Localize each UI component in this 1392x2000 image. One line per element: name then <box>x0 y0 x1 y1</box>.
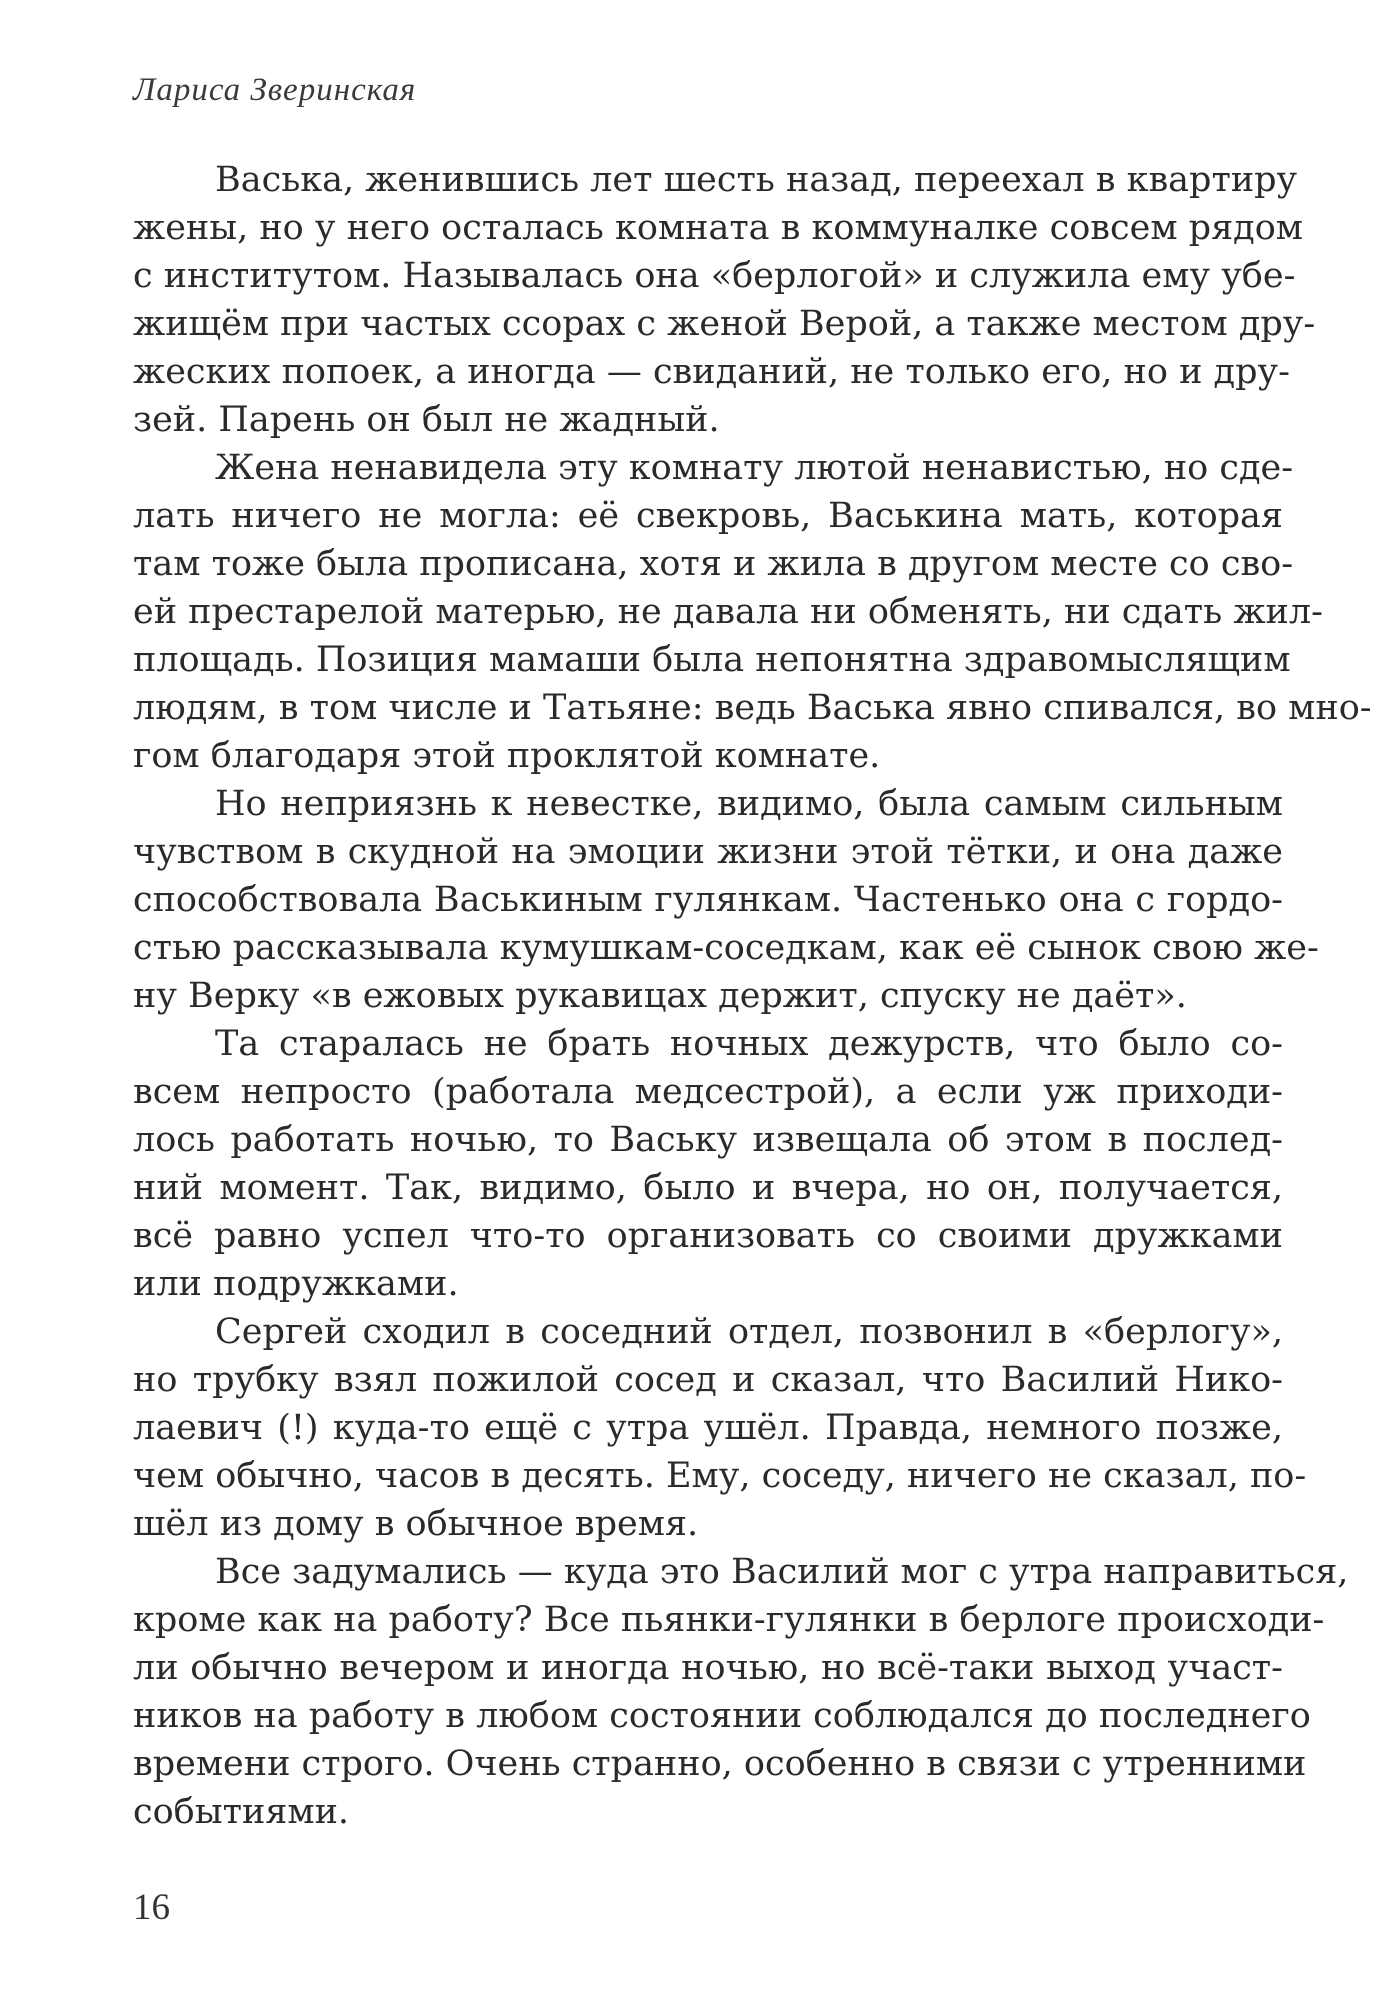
text-line: событиями. <box>133 1792 350 1832</box>
text-line: стью рассказывала кумушкам-соседкам, как её сынок свою же- <box>133 928 1319 968</box>
text-line: лаевич (!) куда-то ещё с утра ушёл. Правда, немного позже, <box>133 1408 1283 1448</box>
text-line: людям, в том числе и Татьяне: ведь Васька явно спивался, во мно- <box>133 688 1372 728</box>
text-line: способствовала Васькиным гулянкам. Частенько она с гордо- <box>133 880 1283 920</box>
page-number: 16 <box>133 1887 170 1928</box>
text-line: чувством в скудной на эмоции жизни этой тётки, и она даже <box>133 832 1283 872</box>
text-line: кроме как на работу? Все пьянки-гулянки в берлоге происходи- <box>133 1600 1325 1640</box>
paragraph-3 <box>133 780 1319 1020</box>
text-line: жищём при частых ссорах с женой Верой, а также местом дру- <box>133 304 1316 344</box>
text-line: ний момент. Так, видимо, было и вчера, но он, получается, <box>133 1168 1283 1208</box>
running-header-author: Лариса Зверинская <box>133 72 417 108</box>
text-line: но трубку взял пожилой сосед и сказал, что Василий Нико- <box>133 1360 1283 1400</box>
text-line: с институтом. Называлась она «берлогой» и служила ему убе- <box>133 256 1296 296</box>
text-line: Все задумались — куда это Василий мог с утра направиться, <box>215 1552 1349 1592</box>
text-line: там тоже была прописана, хотя и жила в другом месте со сво- <box>133 544 1294 584</box>
text-line: чем обычно, часов в десять. Ему, соседу, ничего не сказал, по- <box>133 1456 1307 1496</box>
text-line: ну Верку «в ежовых рукавицах держит, спуску не даёт». <box>133 976 1187 1016</box>
paragraph-2 <box>133 444 1372 780</box>
text-line: времени строго. Очень странно, особенно в связи с утренними <box>133 1744 1307 1784</box>
text-line: всем непросто (работала медсестрой), а если уж приходи- <box>133 1072 1283 1112</box>
text-line: гом благодаря этой проклятой комнате. <box>133 736 881 776</box>
text-line: жеских попоек, а иногда — свиданий, не только его, но и дру- <box>133 352 1290 392</box>
paragraph-6 <box>133 1548 1349 1836</box>
text-line: Жена ненавидела эту комнату лютой ненавистью, но сде- <box>215 448 1294 488</box>
text-line: Сергей сходил в соседний отдел, позвонил в «берлогу», <box>215 1312 1283 1352</box>
paragraph-5 <box>133 1308 1307 1548</box>
paragraph-1 <box>133 156 1316 444</box>
text-line: шёл из дому в обычное время. <box>133 1504 699 1544</box>
text-line: ли обычно вечером и иногда ночью, но всё-таки выход участ- <box>133 1648 1283 1688</box>
text-line: ей престарелой матерью, не давала ни обменять, ни сдать жил- <box>133 592 1323 632</box>
text-line: лать ничего не могла: её свекровь, Васькина мать, которая <box>133 496 1283 536</box>
text-line: или подружками. <box>133 1264 459 1304</box>
text-line: площадь. Позиция мамаши была непонятна здравомыслящим <box>133 640 1291 680</box>
text-line: зей. Парень он был не жадный. <box>133 400 720 440</box>
paragraph-4 <box>133 1020 1283 1308</box>
text-line: Но неприязнь к невестке, видимо, была самым сильным <box>215 784 1283 824</box>
text-line: Васька, женившись лет шесть назад, переехал в квартиру <box>215 160 1298 200</box>
text-line: ников на работу в любом состоянии соблюдался до последнего <box>133 1696 1311 1736</box>
body-text <box>133 156 1372 1836</box>
text-line: Та старалась не брать ночных дежурств, что было со- <box>215 1024 1283 1064</box>
text-line: лось работать ночью, то Ваську извещала об этом в послед- <box>133 1120 1283 1160</box>
text-line: всё равно успел что-то организовать со своими дружками <box>133 1216 1283 1256</box>
text-line: жены, но у него осталась комната в коммуналке совсем рядом <box>133 208 1304 248</box>
